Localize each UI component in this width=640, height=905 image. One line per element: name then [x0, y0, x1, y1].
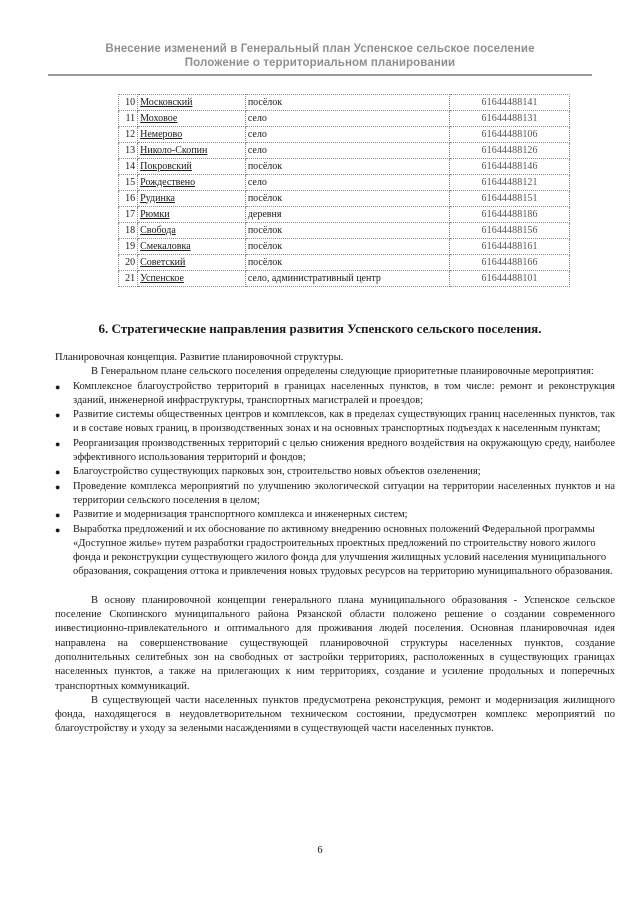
page-number: 6	[317, 845, 323, 856]
settlement-name: Покровский	[138, 159, 246, 175]
table-row	[119, 271, 570, 287]
paragraph-spacer	[55, 580, 615, 594]
settlement-name: Моховое	[138, 111, 246, 127]
bullet-icon: ●	[55, 481, 61, 492]
list-item-text: Комплексное благоустройство территорий в границах населенных пунктов, в том числе: ремонт и реконструкция зданий, инженерной инфраструктуры, транспортных магистралей и проездов;	[73, 380, 615, 406]
settlement-type: посёлок	[245, 239, 449, 255]
intro-paragraph: В Генеральном плане сельского поселения определены следующие приоритетные планировочные мероприятия:	[91, 366, 594, 378]
settlement-name: Рюмки	[138, 207, 246, 223]
settlement-type: посёлок	[245, 223, 449, 239]
row-number: 16	[119, 191, 138, 207]
body-text	[55, 351, 615, 737]
table-row	[119, 255, 570, 271]
oktmo-code: 61644488161	[450, 239, 570, 255]
list-item-text: Проведение комплекса мероприятий по улучшению экологической ситуации на территории населенных пунктов и на территории сельского поселения в целом;	[73, 480, 615, 506]
priority-measures-list	[55, 380, 615, 580]
oktmo-code: 61644488151	[450, 191, 570, 207]
header-title-line-2: Положение о территориальном планировании	[184, 57, 456, 69]
table-row	[119, 95, 570, 111]
oktmo-code: 61644488141	[450, 95, 570, 111]
oktmo-code: 61644488101	[450, 271, 570, 287]
table-row	[119, 239, 570, 255]
list-item	[55, 465, 615, 479]
settlement-name: Советский	[138, 255, 246, 271]
list-item	[55, 408, 615, 437]
row-number: 20	[119, 255, 138, 271]
settlement-name: Рудинка	[138, 191, 246, 207]
table-row	[119, 175, 570, 191]
list-item	[55, 523, 615, 580]
table-row	[119, 207, 570, 223]
settlement-type: село	[245, 175, 449, 191]
table-row	[119, 159, 570, 175]
table-row	[119, 127, 570, 143]
settlement-type: село	[245, 127, 449, 143]
bullet-icon: ●	[55, 524, 61, 535]
list-item	[55, 437, 615, 466]
row-number: 21	[119, 271, 138, 287]
settlement-type: деревня	[245, 207, 449, 223]
settlements-table	[118, 94, 570, 287]
settlement-name: Смекаловка	[138, 239, 246, 255]
bullet-icon: ●	[55, 510, 61, 521]
document-header	[0, 42, 640, 70]
row-number: 13	[119, 143, 138, 159]
settlement-name: Свобода	[138, 223, 246, 239]
settlement-type: посёлок	[245, 255, 449, 271]
settlement-name: Николо-Скопин	[138, 143, 246, 159]
row-number: 18	[119, 223, 138, 239]
row-number: 10	[119, 95, 138, 111]
oktmo-code: 61644488131	[450, 111, 570, 127]
row-number: 19	[119, 239, 138, 255]
oktmo-code: 61644488186	[450, 207, 570, 223]
list-item	[55, 480, 615, 509]
list-item-text: Развитие системы общественных центров и комплексов, как в пределах существующих границ населенных пунктов, так и в составе новых границ, в производственных зонах и на основных транспортных подъездах к населенным пунктам;	[73, 409, 615, 435]
oktmo-code: 61644488146	[450, 159, 570, 175]
table-row	[119, 111, 570, 127]
settlement-name: Московский	[138, 95, 246, 111]
settlement-name: Рождествено	[138, 175, 246, 191]
table-row	[119, 191, 570, 207]
row-number: 17	[119, 207, 138, 223]
bullet-icon: ●	[55, 467, 61, 478]
table-row	[119, 223, 570, 239]
settlement-type: село	[245, 111, 449, 127]
row-number: 15	[119, 175, 138, 191]
settlement-type: посёлок	[245, 159, 449, 175]
settlement-type: село, административный центр	[245, 271, 449, 287]
concept-line: Планировочная концепция. Развитие планировочной структуры.	[55, 352, 344, 363]
settlement-type: посёлок	[245, 191, 449, 207]
table-row	[119, 143, 570, 159]
oktmo-code: 61644488106	[450, 127, 570, 143]
concept-paragraph: В основу планировочной концепции генерального плана муниципального образования - Успенское сельское поселение Скопинского муниципального района Рязанской области положено решение о создании современного инвестиционно-привлекательного и оптимального для проживания людей поселения. Основная планировочная идея направлена на совершенствование существующей планировочной структуры населенных пунктов, создание дополнительных селитебных зон на свободных от застройки территориях, расположенных в существующих границах населенных пунктов, а также на прилегающих к ним территориях, создание и усиление продольных и поперечных транспортных коммуникаций.	[55, 594, 615, 692]
list-item	[55, 380, 615, 409]
bullet-icon: ●	[55, 438, 61, 449]
list-item-text: Благоустройство существующих парковых зон, строительство новых объектов озеленения;	[73, 466, 481, 478]
settlement-type: посёлок	[245, 95, 449, 111]
oktmo-code: 61644488121	[450, 175, 570, 191]
oktmo-code: 61644488156	[450, 223, 570, 239]
header-divider	[48, 74, 592, 76]
oktmo-code: 61644488126	[450, 143, 570, 159]
row-number: 14	[119, 159, 138, 175]
section-heading: 6. Стратегические направления развития Успенского сельского поселения.	[98, 321, 542, 336]
settlement-type: село	[245, 143, 449, 159]
list-item-text: Развитие и модернизация транспортного комплекса и инженерных систем;	[73, 509, 408, 521]
list-item-text: Реорганизация производственных территорий с целью снижения вредного воздействия на окружающую среду, наиболее эффективного использования территорий и фондов;	[73, 437, 615, 464]
header-title-line-1: Внесение изменений в Генеральный план Успенское сельское поселение	[105, 43, 535, 55]
bullet-icon: ●	[55, 381, 61, 392]
list-item	[55, 508, 615, 522]
settlement-name: Успенское	[138, 271, 246, 287]
bullet-icon: ●	[55, 410, 61, 421]
row-number: 12	[119, 127, 138, 143]
row-number: 11	[119, 111, 138, 127]
reconstruction-paragraph: В существующей части населенных пунктов предусмотрена реконструкция, ремонт и модернизация жилищного фонда, находящегося в неудовлетворительном техническом состоянии, предусмотрен комплекс мероприятий по благоустройству и уходу за зелеными насаждениями в существующей части населенных пунктов.	[55, 694, 615, 735]
oktmo-code: 61644488166	[450, 255, 570, 271]
list-item-text: Выработка предложений и их обоснование по активному внедрению основных положений Федеральной программы «Доступное жилье» путем разработки градостроительных проектных предложений по строительству нового жилого фонда и реконструкции существующего жилого фонда для улучшения жилищных условий населения муниципального образования, сокращения оттока и привлечения новых трудовых ресурсов на территорию муниципального образования.	[73, 523, 613, 578]
settlement-name: Немерово	[138, 127, 246, 143]
